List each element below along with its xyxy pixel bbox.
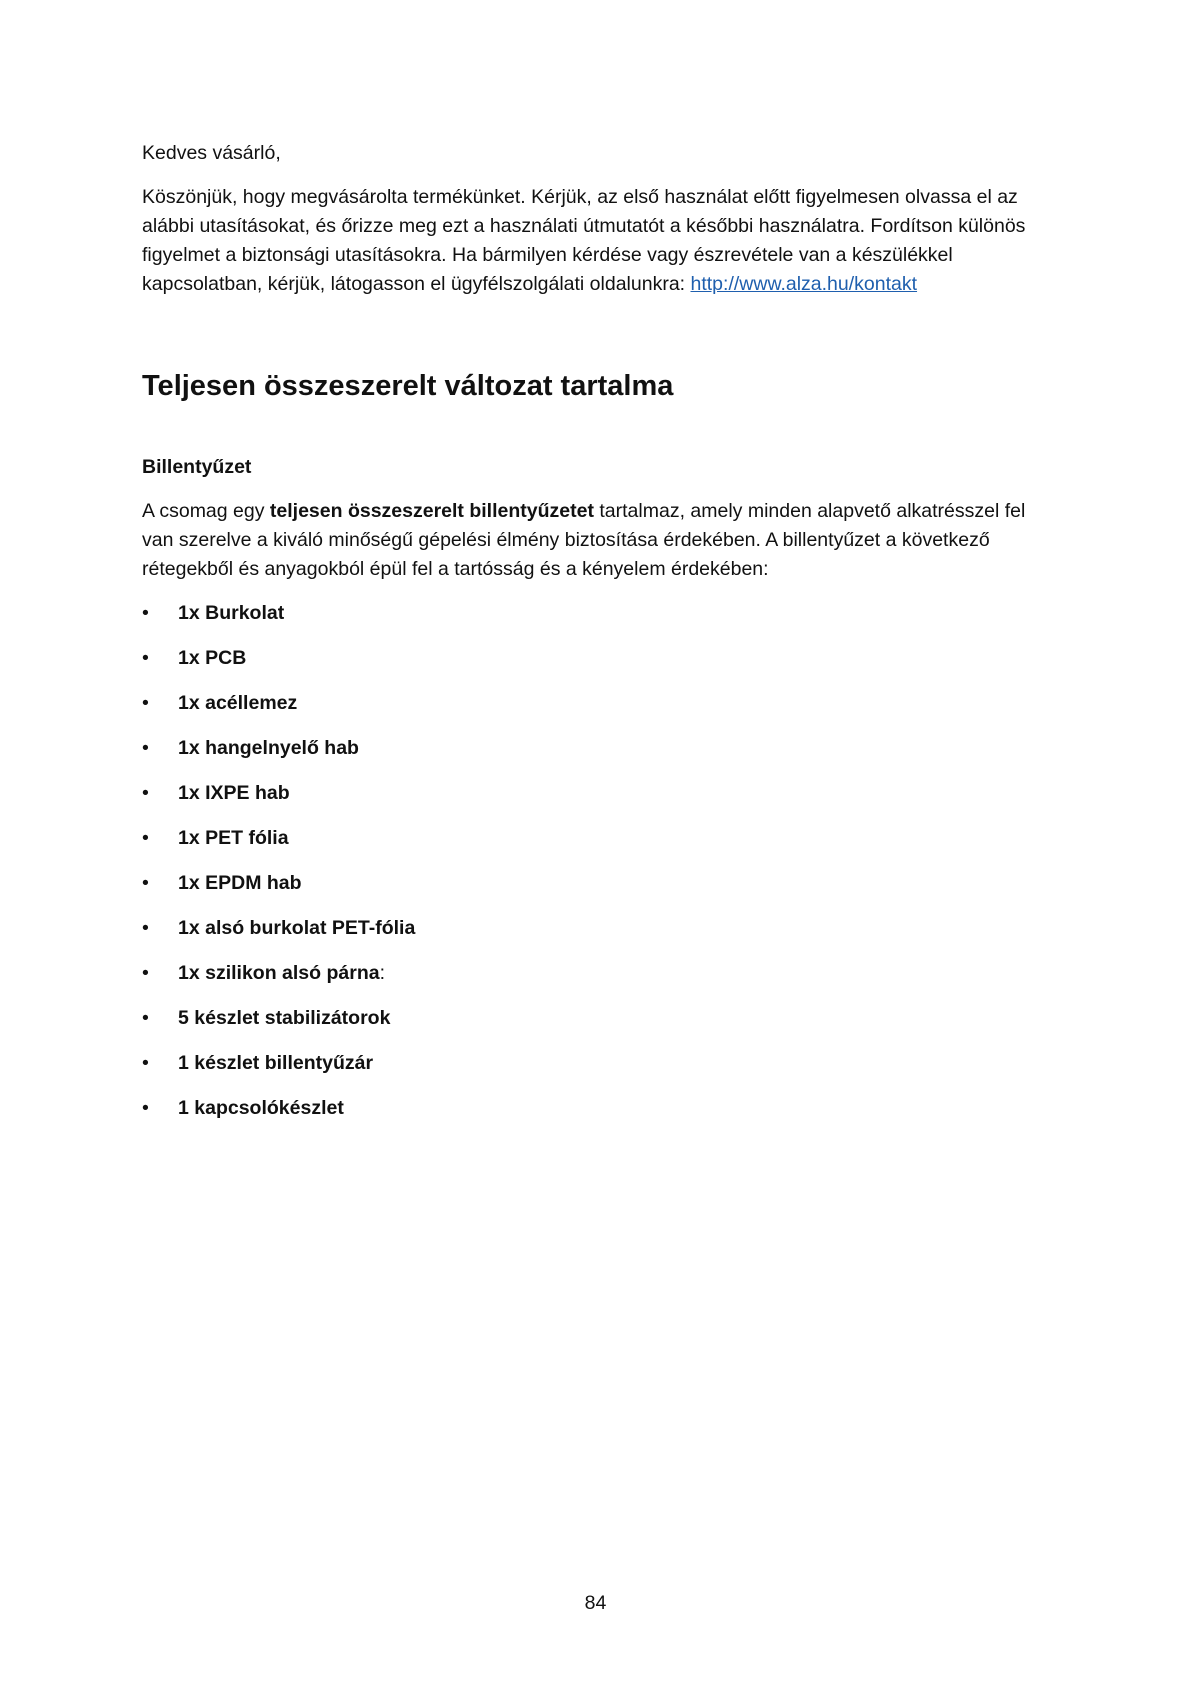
bullet-icon: • <box>142 962 149 984</box>
bullet-icon: • <box>142 1097 149 1119</box>
list-item-text: 1x EPDM hab <box>178 872 302 894</box>
bullet-icon: • <box>142 647 149 669</box>
list-item-text: 1x hangelnyelő hab <box>178 737 359 759</box>
list-item <box>142 689 1062 718</box>
list-item <box>142 959 1062 988</box>
list-item-text: 1x szilikon alsó párna <box>178 962 380 984</box>
page-content <box>142 139 1062 1139</box>
bullet-icon: • <box>142 782 149 804</box>
list-item <box>142 1004 1062 1033</box>
list-item <box>142 779 1062 808</box>
intro-text: Köszönjük, hogy megvásárolta termékünket. Kérjük, az első használat előtt figyelmesen olvassa el az alábbi utasításokat, és őrizze meg ezt a használati útmutatót a későbbi használatra. Fordítson különös figyelmet a biztonsági utasításokra. Ha bármilyen kérdése vagy észrevétele van a készülékkel kapcsolatban, kérjük, látogasson el ügyfélszolgálati oldalunkra: <box>142 186 1026 295</box>
description-start: A csomag egy <box>142 500 265 522</box>
bullet-icon: • <box>142 827 149 849</box>
intro-paragraph <box>142 183 1062 299</box>
list-item-text: 1x PET fólia <box>178 827 289 849</box>
section-title: Teljesen összeszerelt változat tartalma <box>142 370 674 402</box>
greeting: Kedves vásárló, <box>142 142 281 164</box>
list-item <box>142 644 1062 673</box>
list-item <box>142 869 1062 898</box>
bullet-icon: • <box>142 872 149 894</box>
page-number: 84 <box>584 1592 607 1614</box>
contents-list <box>142 599 1062 1123</box>
list-item-text: 1x acéllemez <box>178 692 298 714</box>
list-item <box>142 599 1062 628</box>
description-bold: teljesen összeszerelt billentyűzetet <box>269 500 594 522</box>
bullet-icon: • <box>142 692 149 714</box>
list-item-text: 1 készlet billentyűzár <box>178 1052 374 1074</box>
list-item-text: 1x alsó burkolat PET-fólia <box>178 917 416 939</box>
bullet-icon: • <box>142 737 149 759</box>
section-subheading: Billentyűzet <box>142 456 252 478</box>
bullet-icon: • <box>142 602 149 624</box>
list-item <box>142 824 1062 853</box>
list-item <box>142 1094 1062 1123</box>
list-item-text: 5 készlet stabilizátorok <box>178 1007 391 1029</box>
list-item-text: 1x PCB <box>178 647 247 669</box>
list-item-text: 1 kapcsolókészlet <box>178 1097 344 1119</box>
list-item <box>142 1049 1062 1078</box>
list-item <box>142 914 1062 943</box>
list-item <box>142 734 1062 763</box>
contact-link[interactable]: http://www.alza.hu/kontakt <box>690 273 918 295</box>
section-description <box>142 497 1062 584</box>
bullet-icon: • <box>142 1007 149 1029</box>
list-item-text: 1x IXPE hab <box>178 782 290 804</box>
bullet-icon: • <box>142 1052 149 1074</box>
bullet-icon: • <box>142 917 149 939</box>
list-item-text: 1x Burkolat <box>178 602 285 624</box>
list-item-suffix: : <box>379 962 386 984</box>
description-end: tartalmaz, amely minden alapvető alkatrésszel fel van szerelve a kiváló minőségű gépelési élmény biztosítása érdekében. A billentyűzet a következő rétegekből és anyagokból épül fel a tartósság és a kényelem érdekében: <box>142 500 1026 580</box>
